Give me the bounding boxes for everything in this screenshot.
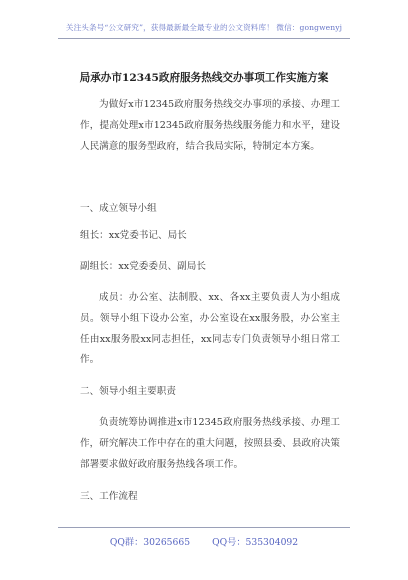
group-leader-line: 组长：xx党委书记、局长: [80, 230, 187, 241]
section-heading-leadership-group: 一、成立领导小组: [80, 203, 157, 214]
footer-contact: [0, 534, 408, 548]
footer-qq-number: QQ号：535304092: [212, 537, 299, 548]
document-title: 局承办市12345政府服务热线交办事项工作实施方案: [79, 72, 329, 84]
deputy-leader-line: 副组长：xx党委委员、副局长: [80, 261, 206, 272]
members-paragraph: 成员：办公室、法制股、xx、各xx主要负责人为小组成员。领导小组下设办公室，办公室设在xx服务股，办公室主任由xx服务股xx同志担任，xx同志专门负责领导小组日常工作。: [80, 292, 340, 366]
duties-paragraph: 负责统筹协调推进x市12345政府服务热线承接、办理工作，研究解决工作中存在的重大问题，按照县委、县政府决策部署要求做好政府服务热线各项工作。: [80, 417, 340, 470]
header-banner: 关注头条号“公文研究”，获得最新最全最专业的公文资料库！ 微信：gongwenyj: [65, 23, 343, 32]
header-divider: [58, 38, 350, 39]
footer-qq-group: QQ群：30265665: [109, 537, 191, 548]
intro-paragraph: 为做好x市12345政府服务热线交办事项的承接、办理工作，提高处理x市12345政府服务热线服务能力和水平，建设人民满意的服务型政府，结合我局实际，特制定本方案。: [80, 99, 340, 152]
section-heading-main-duties: 二、领导小组主要职责: [80, 386, 176, 397]
section-heading-workflow: 三、工作流程: [80, 491, 138, 502]
footer-divider: [58, 527, 350, 528]
